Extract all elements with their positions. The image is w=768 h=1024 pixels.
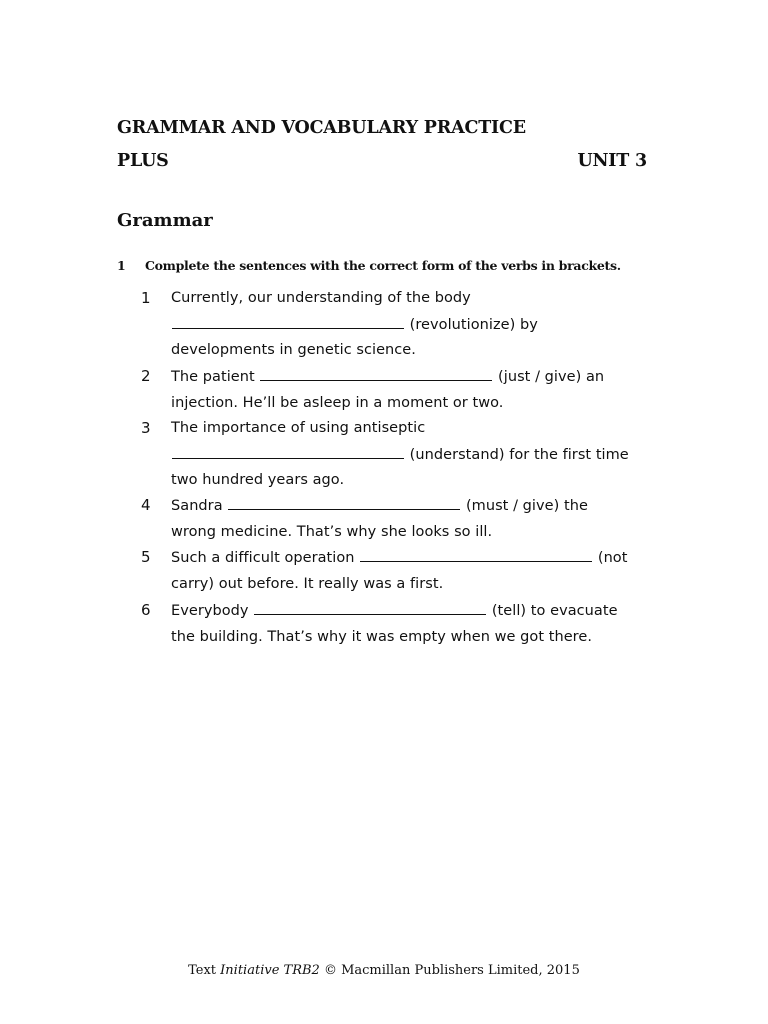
footer [0,963,768,978]
item-line [171,442,661,469]
item-text-before: Everybody [171,603,254,619]
instruction-text: Complete the sentences with the correct form of the verbs in brackets. [145,258,621,273]
item-text-before: The patient [171,369,260,385]
answer-blank[interactable] [360,545,592,562]
answer-blank[interactable] [228,493,460,510]
item-text [171,545,661,597]
answer-blank[interactable] [172,442,404,459]
exercise [117,258,657,645]
item-text-before: Such a difficult operation [171,550,360,566]
item-line: injection. He’ll be asleep in a moment or two. [171,394,504,411]
verb-hint: (tell) to evacuate [487,603,618,619]
item-line: two hundred years ago. [171,472,345,488]
item-number: 4 [141,496,151,514]
page-title: GRAMMAR AND VOCABULARY PRACTICE [117,118,526,138]
item-number: 5 [141,548,151,566]
item-line [171,598,661,625]
item-text-before: Sandra [171,498,228,514]
item-line: developments in genetic science. [171,342,416,358]
item-line: Currently, our understanding of the body [171,290,471,306]
item-line [171,364,661,391]
item-text [171,416,661,494]
subtitle-row [117,151,647,171]
verb-hint: (just / give) an [493,369,605,385]
item-line [171,545,661,572]
item-line [171,312,661,339]
verb-hint: (must / give) the [461,498,588,514]
item-number: 3 [141,419,151,437]
answer-blank[interactable] [254,598,486,615]
exercise-number: 1 [117,258,126,273]
footer-copyright: © Macmillan Publishers Limited, 2015 [319,963,580,978]
item-line: the building. That’s why it was empty when we got there. [171,628,592,645]
item-text [171,598,661,650]
verb-hint: (understand) for the first time [405,446,629,463]
unit-label: UNIT 3 [577,151,647,171]
verb-hint: (not [593,550,628,566]
exercise-instruction [117,258,657,282]
item-line: The importance of using antiseptic [171,420,426,436]
section-heading: Grammar [117,210,213,231]
item-text [171,493,661,545]
verb-hint: (revolutionize) by [405,316,538,333]
item-line [171,493,661,520]
item-number: 2 [141,367,151,385]
answer-blank[interactable] [260,364,492,381]
subtitle-left: PLUS [117,151,169,171]
item-line: wrong medicine. That’s why she looks so ill. [171,523,493,540]
answer-blank[interactable] [172,312,404,329]
footer-book-title: Initiative TRB2 [220,963,320,978]
item-number: 1 [141,289,151,307]
item-number: 6 [141,601,151,619]
item-text [171,364,661,416]
item-line: carry) out before. It really was a first. [171,575,444,592]
footer-prefix: Text [188,963,221,978]
item-text [171,286,661,364]
